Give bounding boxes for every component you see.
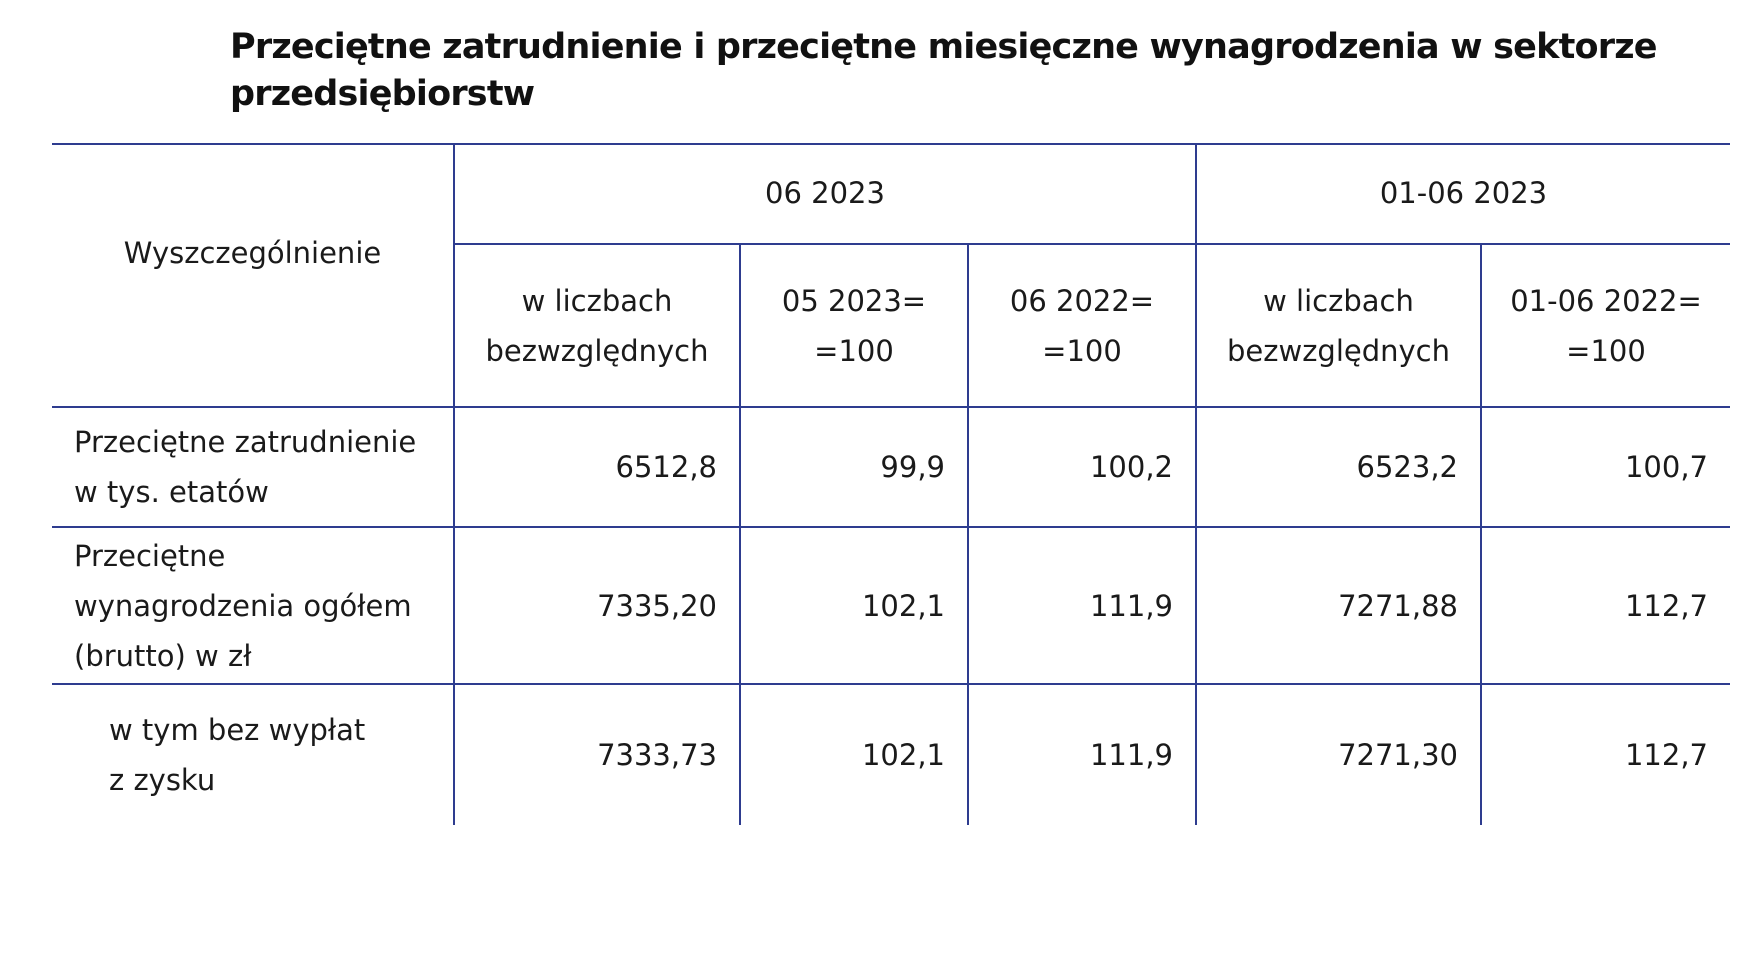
table-cell: 6523,2 — [1356, 450, 1458, 484]
column-header-line: bezwzględnych — [1227, 333, 1450, 368]
column-header-line: =100 — [814, 333, 894, 368]
column-header — [1482, 245, 1730, 406]
column-header-line: =100 — [1042, 333, 1122, 368]
column-header — [969, 245, 1195, 406]
table-cell: 6512,8 — [615, 450, 717, 484]
row-label-line: Przeciętne — [74, 538, 226, 573]
column-header-line: 06 2022= — [1009, 283, 1155, 318]
row-label — [74, 408, 453, 526]
table-cell: 100,7 — [1624, 450, 1708, 484]
row-label — [74, 528, 453, 683]
column-header-line: w liczbach — [521, 283, 673, 318]
row-label-line: w tys. etatów — [74, 475, 269, 509]
data-table — [52, 143, 1730, 825]
column-header-line: w liczbach — [1263, 283, 1414, 318]
table-cell: 7271,88 — [1338, 588, 1458, 623]
row-label-line: Przeciętne zatrudnienie — [74, 425, 417, 459]
column-header — [741, 245, 967, 406]
stub-header-label: Wyszczególnienie — [123, 236, 382, 270]
table-cell: 7271,30 — [1338, 738, 1458, 772]
column-header — [1197, 245, 1480, 406]
row-label — [109, 685, 453, 825]
table-cell: 112,7 — [1624, 588, 1708, 623]
page-title: Przeciętne zatrudnienie i przeciętne miesięczne wynagrodzenia w sektorze przedsiębiorstw — [230, 27, 1657, 114]
column-header-line: bezwzględnych — [485, 333, 709, 368]
stub-header — [52, 203, 453, 303]
table-cell: 102,1 — [861, 738, 945, 772]
table-cell: 99,9 — [880, 450, 945, 484]
row-label-line: wynagrodzenia ogółem — [74, 588, 412, 623]
column-header-line: 01-06 2022= — [1510, 283, 1702, 318]
table-cell: 111,9 — [1089, 738, 1173, 772]
table-cell: 7333,73 — [597, 738, 717, 772]
group-header-label: 06 2023 — [765, 176, 885, 210]
group-header — [455, 143, 1195, 243]
table-cell: 7335,20 — [597, 588, 717, 623]
table-cell: 102,1 — [861, 588, 945, 623]
table-cell: 112,7 — [1624, 738, 1708, 772]
table-cell: 100,2 — [1089, 450, 1173, 484]
row-label-line: (brutto) w zł — [74, 638, 252, 673]
row-label-line: w tym bez wypłat — [109, 713, 366, 747]
column-header — [455, 245, 739, 406]
table-cell: 111,9 — [1089, 588, 1173, 623]
row-label-line: z zysku — [109, 763, 216, 797]
group-header-label: 01-06 2023 — [1379, 176, 1548, 210]
column-header-line: 05 2023= — [781, 283, 927, 318]
group-header — [1197, 143, 1730, 243]
column-header-line: =100 — [1566, 333, 1646, 368]
